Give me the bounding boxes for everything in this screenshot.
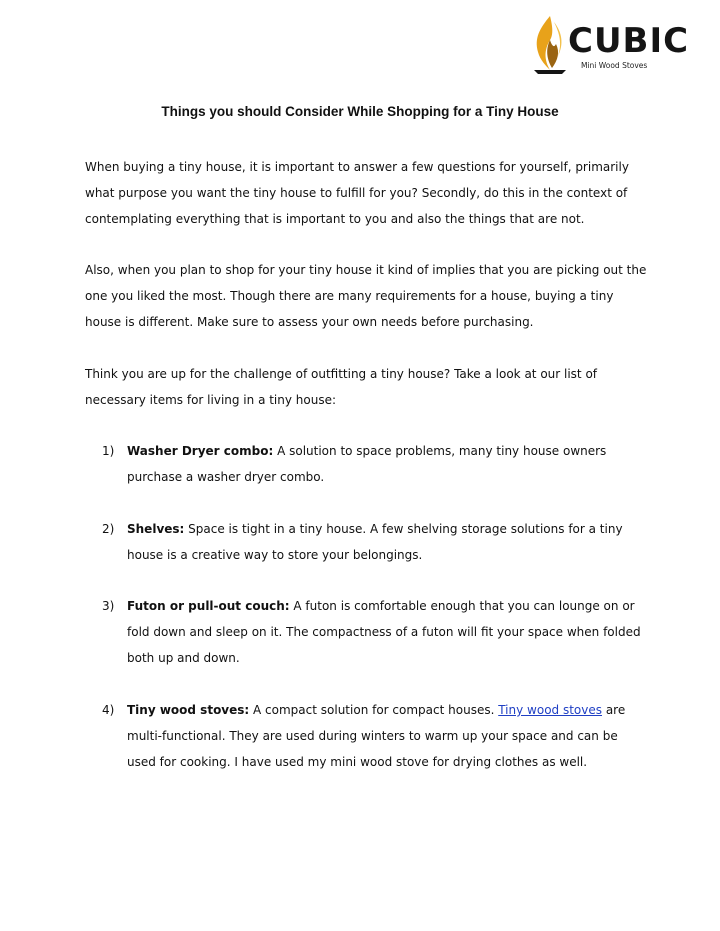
list-item [102,593,650,671]
list-item-heading: Shelves: [127,522,185,536]
intro-paragraph: When buying a tiny house, it is important to answer a few questions for yourself, primarily what purpose you want the tiny house to fulfill for you? Secondly, do this in the context of contemplating everything that is important to you and also the things that are not. [85,160,629,226]
list-item-text-after: are multi-functional. They are used during winters to warm up your space and can be used for cooking. I have used my mini wood stove for drying clothes as well. [127,703,626,769]
list-item-text: Space is tight in a tiny house. A few shelving storage solutions for a tiny house is a creative way to store your belongings. [127,522,623,562]
list-item-body [127,516,650,568]
flame-stove-icon [528,14,572,76]
list-intro-paragraph: Think you are up for the challenge of outfitting a tiny house? Take a look at our list of necessary items for living in a tiny house: [85,367,598,407]
list-item-body [127,593,650,671]
list-item-number: 3) [102,599,115,613]
shopping-paragraph: Also, when you plan to shop for your tiny house it kind of implies that you are picking out the one you liked the most. Though there are many requirements for a house, buying a tiny house is different. Make sure to assess your own needs before purchasing. [85,263,647,329]
list-item-number: 1) [102,444,115,458]
list-item [102,516,650,568]
logo-tagline: Mini Wood Stoves [581,61,648,70]
list-item-body [127,438,650,490]
tiny-wood-stoves-link[interactable]: Tiny wood stoves [498,703,602,717]
cubic-logo [528,14,688,76]
list-item-number: 4) [102,703,115,717]
list-item [102,697,650,775]
list-item-body [127,697,650,775]
logo-brand-text: CUBIC [568,21,690,61]
list-item-number: 2) [102,522,115,536]
list-item-heading: Futon or pull-out couch: [127,599,290,613]
list-item-text: A solution to space problems, many tiny house owners purchase a washer dryer combo. [127,444,607,484]
list-item-heading: Washer Dryer combo: [127,444,274,458]
list-item-text: A futon is comfortable enough that you can lounge on or fold down and sleep on it. The compactness of a futon will fit your space when folded both up and down. [127,599,641,665]
page-title: Things you should Consider While Shopping for a Tiny House [161,104,559,119]
list-item [102,438,650,490]
list-item-text-before: A compact solution for compact houses. [249,703,499,717]
list-item-heading: Tiny wood stoves: [127,703,250,717]
